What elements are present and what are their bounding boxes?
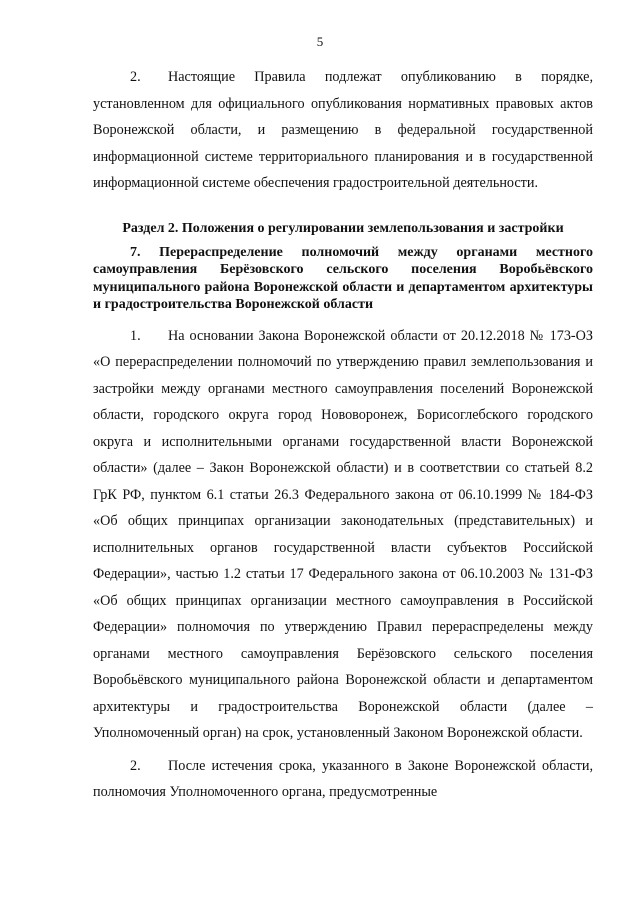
article-heading	[93, 244, 593, 314]
page-number: 5	[316, 34, 324, 49]
paragraph-redistribution	[93, 323, 593, 747]
section-heading: Раздел 2. Положения о регулировании землепользования и застройки	[122, 220, 564, 236]
paragraph-after-expiry	[93, 753, 593, 806]
paragraph-number: 1.	[130, 327, 141, 344]
paragraph-text: Настоящие Правила подлежат опубликованию в порядке, установленном для официального опубликования нормативных правовых актов Воронежской области, и размещению в федеральной государственной информационной системе территориального планирования и в государственной информационной системе обеспечения градостроительной деятельности.	[93, 69, 593, 191]
paragraph-number: 2.	[130, 757, 141, 774]
paragraph-number: 2.	[130, 69, 141, 85]
article-number: 7.	[130, 244, 141, 260]
article-title: Перераспределение полномочий между органами местного самоуправления Берёзовского сельского поселения Воробьёвского муниципального района Воронежской области и департаментом архитектуры и градостроительства Воронежской области	[93, 244, 593, 312]
paragraph-text: На основании Закона Воронежской области от 20.12.2018 № 173-ОЗ «О перераспределении полномочий по утверждению правил землепользования и застройки между органами местного самоуправления поселений Воронежской области, городского округа город Нововоронеж, Борисоглебского городского округа и исполнительными органами государственной власти Воронежской области» (далее – Закон Воронежской области) и в соответствии со статьей 8.2 ГрК РФ, пунктом 6.1 статьи 26.3 Федерального закона от 06.10.1999 № 184-ФЗ «Об общих принципах организации законодательных (представительных) и исполнительных органов государственной власти субъектов Российской Федерации», частью 1.2 статьи 17 Федерального закона от 06.10.2003 № 131-ФЗ «Об общих принципах организации местного самоуправления в Российской Федерации» полномочия по утверждению Правил перераспределены между органами местного самоуправления Берёзовского сельского поселения Воробьёвского муниципального района Воронежской области и департаментом архитектуры и градостроительства Воронежской области (далее – Уполномоченный орган) на срок, установленный Законом Воронежской области.	[93, 327, 593, 741]
document-body	[93, 64, 593, 806]
paragraph-publication	[93, 64, 593, 197]
paragraph-text: После истечения срока, указанного в Законе Воронежской области, полномочия Уполномоченного органа, предусмотренные	[93, 757, 593, 800]
